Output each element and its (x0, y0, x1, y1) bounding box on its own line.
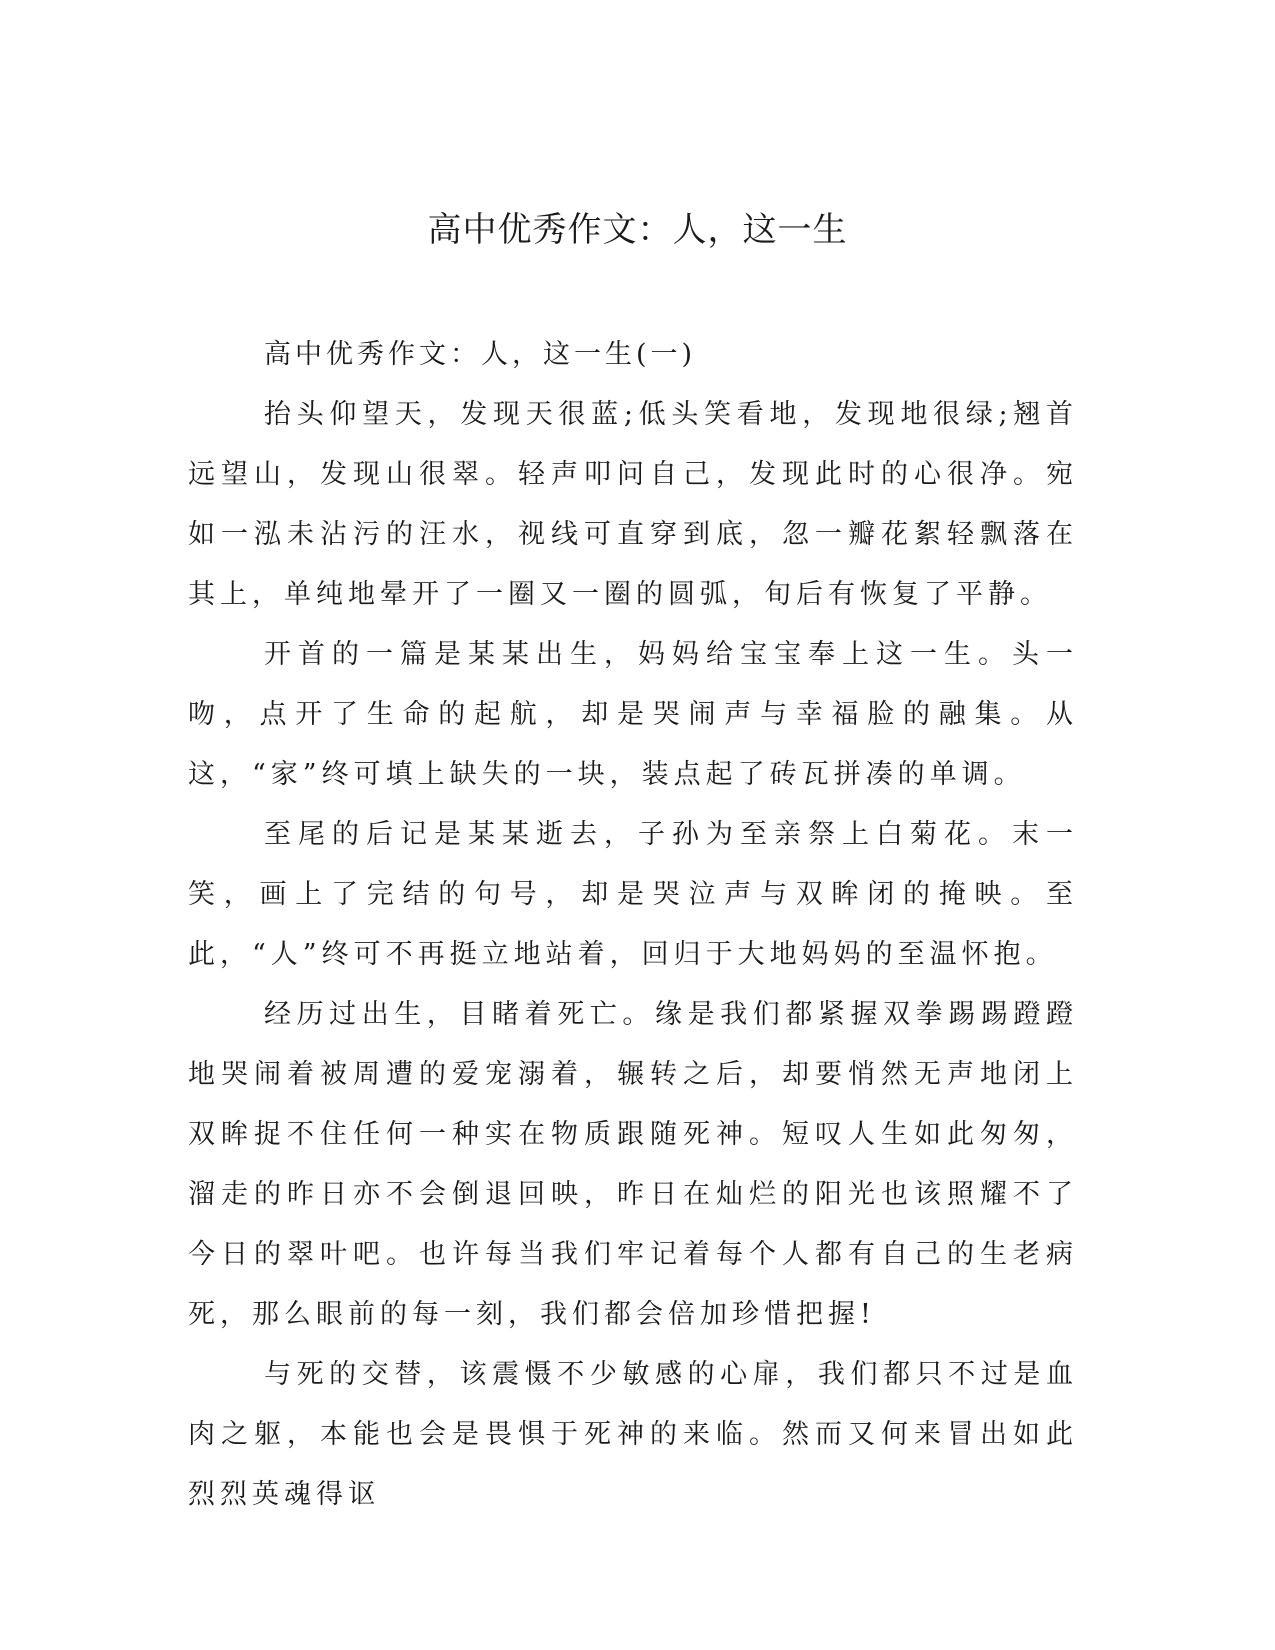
paragraph: 与死的交替，该震慑不少敏感的心扉，我们都只不过是血肉之躯，本能也会是畏惧于死神的来临。然而又何来冒出如此烈烈英魂得讴 (188, 1359, 1078, 1510)
paragraph: 经历过出生，目睹着死亡。缘是我们都紧握双拳踢踢蹬蹬地哭闹着被周遭的爱宠溺着，辗转之后，却要悄然无声地闭上双眸捉不住任何一种实在物质跟随死神。短叹人生如此匆匆，溜走的昨日亦不会倒退回映，昨日在灿烂的阳光也该照耀不了今日的翠叶吧。也许每当我们牢记着每个人都有自己的生老病死，那么眼前的每一刻，我们都会倍加珍惜把握! (188, 999, 1078, 1330)
paragraph: 开首的一篇是某某出生，妈妈给宝宝奉上这一生。头一吻，点开了生命的起航，却是哭闹声与幸福脸的融集。从这，“家”终可填上缺失的一块，装点起了砖瓦拼凑的单调。 (188, 639, 1078, 790)
paragraph: 抬头仰望天，发现天很蓝;低头笑看地，发现地很绿;翘首远望山，发现山很翠。轻声叩问自己，发现此时的心很净。宛如一泓未沾污的汪水，视线可直穿到底，忽一瓣花絮轻飘落在其上，单纯地晕开了一圈又一圈的圆弧，旬后有恢复了平静。 (188, 399, 1078, 610)
section-heading: 高中优秀作文：人，这一生(一) (264, 339, 697, 370)
document-title: 高中优秀作文：人，这一生 (427, 210, 848, 250)
document-body (188, 325, 1078, 1525)
paragraph: 至尾的后记是某某逝去，子孙为至亲祭上白菊花。末一笑，画上了完结的句号，却是哭泣声与双眸闭的掩映。至此，“人”终可不再挺立地站着，回归于大地妈妈的至温怀抱。 (188, 819, 1078, 970)
